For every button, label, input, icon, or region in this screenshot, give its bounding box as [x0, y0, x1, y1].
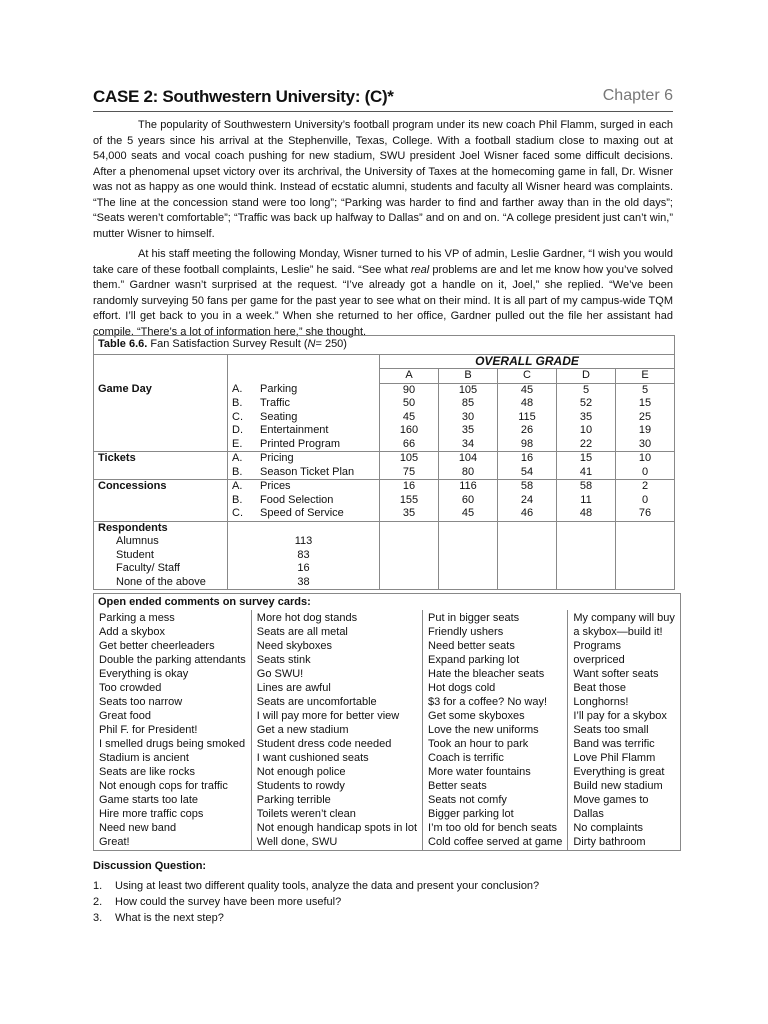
- survey-row: [94, 383, 675, 397]
- blank-cell: [557, 535, 616, 549]
- comment-column: [568, 610, 680, 851]
- row-letter: A.: [228, 480, 257, 494]
- comment-item: Too crowded: [99, 682, 162, 694]
- discussion-question: [93, 894, 673, 910]
- comment-item: Great!: [99, 836, 130, 848]
- discussion-section: [93, 860, 673, 926]
- comment-item: I want cushioned seats: [256, 752, 369, 764]
- comment-item: Need better seats: [428, 640, 515, 652]
- row-item: Traffic: [260, 397, 290, 409]
- comment-item: Move games to: [573, 794, 649, 806]
- grade-column-header: B: [439, 369, 498, 384]
- row-item: Parking: [260, 383, 298, 395]
- blank-cell: [380, 576, 439, 590]
- question-text: What is the next step?: [115, 912, 224, 924]
- comment-item: Bigger parking lot: [428, 808, 514, 820]
- grade-count: 105: [380, 452, 439, 466]
- comment-item: Seats not comfy: [428, 794, 507, 806]
- respondent-count: 38: [228, 576, 380, 590]
- grade-count: 19: [616, 424, 675, 438]
- case-title: CASE 2: Southwestern University: (C)*: [93, 87, 394, 106]
- comment-item: overpriced: [573, 654, 625, 666]
- comment-item: Expand parking lot: [428, 654, 520, 666]
- respondent-label: Faculty/ Staff: [116, 562, 180, 574]
- survey-row: [94, 480, 675, 494]
- row-letter: B.: [228, 397, 257, 411]
- respondent-row: [94, 576, 675, 590]
- comment-item: Stadium is ancient: [99, 752, 189, 764]
- respondent-row: [94, 535, 675, 549]
- blank-cell: [94, 354, 228, 369]
- grade-count: 15: [557, 452, 616, 466]
- blank-cell: [498, 521, 557, 535]
- page-header: [93, 85, 673, 112]
- section-label: Concessions: [94, 480, 228, 494]
- grade-count: 105: [439, 383, 498, 397]
- grade-count: 58: [498, 480, 557, 494]
- grade-count: 66: [380, 438, 439, 452]
- comment-item: Everything is okay: [99, 668, 189, 680]
- grade-count: 46: [498, 507, 557, 521]
- comment-item: Go SWU!: [256, 668, 304, 680]
- comment-item: $3 for a coffee? No way!: [428, 696, 548, 708]
- blank-cell: [94, 507, 228, 521]
- comment-item: Dirty bathroom: [573, 836, 646, 848]
- discussion-title: Discussion Question:: [93, 860, 207, 872]
- blank-cell: [439, 562, 498, 576]
- grade-column-header: A: [380, 369, 439, 384]
- grade-count: 26: [498, 424, 557, 438]
- comment-item: Parking terrible: [256, 794, 331, 806]
- grade-count: 30: [616, 438, 675, 452]
- comment-item: Parking a mess: [99, 612, 175, 624]
- table-caption-row: [94, 336, 675, 355]
- row-letter: B.: [228, 466, 257, 480]
- comment-item: Band was terrific: [573, 738, 655, 750]
- blank-cell: [498, 535, 557, 549]
- grade-count: 104: [439, 452, 498, 466]
- comment-column: [94, 610, 252, 851]
- row-item: Pricing: [256, 452, 380, 466]
- grade-count: 60: [439, 494, 498, 508]
- blank-cell: [498, 549, 557, 563]
- comment-item: Game starts too late: [99, 794, 199, 806]
- comment-item: Add a skybox: [99, 626, 166, 638]
- comment-item: Lines are awful: [256, 682, 331, 694]
- comment-item: Get a new stadium: [256, 724, 349, 736]
- section-label: Game Day: [98, 383, 152, 395]
- comment-column: [251, 610, 422, 851]
- blank-cell: [94, 411, 228, 425]
- comment-item: Seats are all metal: [256, 626, 348, 638]
- blank-cell: [498, 576, 557, 590]
- table-caption-n: N: [307, 338, 316, 350]
- blank-cell: [616, 576, 675, 590]
- grade-count: 45: [498, 383, 557, 397]
- blank-cell: [94, 438, 228, 452]
- row-item: Printed Program: [260, 437, 341, 450]
- intro-paragraph-1-text: The popularity of Southwestern University’s football program under its new coach Phil Flamm, surged in each of the 5 years since his arrival at the Stephenville, Texas, College. With a football stadium close to maxing out at 54,000 seats and vocal coach pushing for new stadium, SWU president Joel Wisner faced some difficult decisions. After a phenomenal upset victory over its archrival, the University of Taxes at the homecoming game in fall, Dr. Wisner was not as happy as one would think. Instead of ecstatic alumni, students and faculty all Wisner heard was complaints. “The line at the concession stand were too long”; “Parking was harder to find and farther away than in the old days”; “Seats weren’t comfortable”; “Traffic was back up halfway to Dallas” and on and on. “A college president just can’t win,” mutter Wisner to himself.: [93, 119, 673, 240]
- comments-title: Open ended comments on survey cards:: [94, 594, 681, 611]
- survey-row: [94, 397, 675, 411]
- grade-count: 22: [557, 438, 616, 452]
- grade-count: 115: [498, 411, 557, 425]
- respondent-count: 83: [228, 549, 380, 563]
- respondent-count: 113: [228, 535, 380, 549]
- row-item: Entertainment: [260, 424, 329, 436]
- survey-results-table: [93, 335, 675, 590]
- respondent-label: Student: [116, 548, 154, 561]
- comment-item: I will pay more for better view: [256, 710, 400, 722]
- blank-cell: [616, 562, 675, 576]
- grade-column-header: C: [498, 369, 557, 384]
- grade-count: 116: [439, 480, 498, 494]
- blank-cell: [616, 549, 675, 563]
- comment-item: Student dress code needed: [256, 738, 392, 750]
- comment-item: Need new band: [99, 822, 177, 834]
- comment-item: Seats are like rocks: [99, 766, 195, 778]
- comment-item: Students to rowdy: [256, 780, 345, 792]
- grade-count: 16: [498, 452, 557, 466]
- comment-item: Hate the bleacher seats: [428, 668, 545, 680]
- comment-item: No complaints: [573, 822, 644, 834]
- blank-cell: [380, 521, 439, 535]
- comment-item: Not enough handicap spots in lot: [256, 822, 418, 834]
- grade-count: 48: [498, 397, 557, 411]
- row-letter: C.: [228, 507, 257, 521]
- table-caption-label: Table 6.6.: [98, 338, 148, 350]
- grade-count: 76: [616, 507, 675, 521]
- row-letter: C.: [228, 411, 257, 425]
- comment-item: Programs: [573, 640, 622, 652]
- blank-cell: [557, 549, 616, 563]
- comment-item: Great food: [99, 710, 151, 722]
- grade-count: 85: [439, 397, 498, 411]
- grade-count: 30: [439, 411, 498, 425]
- question-number: 2.: [93, 896, 103, 908]
- blank-cell: [616, 521, 675, 535]
- grade-count: 45: [439, 507, 498, 521]
- grade-count: 5: [557, 383, 616, 397]
- row-item: Food Selection: [260, 493, 334, 506]
- intro-paragraph-1: [93, 118, 673, 242]
- grade-count: 155: [380, 494, 439, 508]
- comment-item: Longhorns!: [573, 696, 629, 708]
- comment-item: Beat those: [573, 682, 626, 694]
- comment-item: Double the parking attendants: [99, 654, 246, 666]
- respondent-label: None of the above: [116, 575, 206, 588]
- respondent-row: [94, 549, 675, 563]
- comment-item: Took an hour to park: [428, 738, 529, 750]
- row-letter: A.: [228, 383, 257, 397]
- comment-item: Seats too small: [573, 724, 649, 736]
- grade-count: 48: [557, 507, 616, 521]
- row-item: Seating: [260, 410, 298, 423]
- open-comments-table: [93, 593, 681, 851]
- intro-paragraph-2-text-b: problems are and let me know how you’ve solved them.” Gardner wasn’t surprised at the request. “I’ve already got a handle on it, Joel,” she replied. “We’ve been randomly surveying 50 fans per game for the past year to see what on their mind. It is all part of my campus-wide TQM effort. I’ll get back to you in a week.” When she returned to her office, Gardner pulled out the file her assistant had compile. “There’s a lot of information here,” she thought.: [93, 263, 673, 338]
- comment-item: Toilets weren’t clean: [256, 808, 356, 820]
- intro-paragraph-2: [93, 247, 673, 340]
- blank-cell: [228, 521, 380, 535]
- comment-item: Get better cheerleaders: [99, 640, 215, 652]
- respondent-row: [94, 562, 675, 576]
- question-number: 3.: [93, 912, 103, 924]
- comment-item: Hire more traffic cops: [99, 808, 204, 820]
- comment-item: Put in bigger seats: [428, 612, 520, 624]
- survey-row: [94, 507, 675, 521]
- grade-column-header: D: [557, 369, 616, 384]
- grade-count: 2: [616, 480, 675, 494]
- grade-count: 98: [498, 438, 557, 452]
- comment-item: Build new stadium: [573, 780, 663, 792]
- table-caption-text: Fan Satisfaction Survey Result (: [147, 338, 308, 350]
- grade-count: 54: [498, 466, 557, 480]
- row-item: Speed of Service: [260, 507, 344, 519]
- comment-item: I’ll pay for a skybox: [573, 710, 667, 722]
- grade-count: 11: [557, 494, 616, 508]
- grade-count: 75: [380, 466, 439, 480]
- comment-item: Not enough cops for traffic: [99, 780, 228, 792]
- row-item: Prices: [256, 480, 380, 494]
- grade-count: 41: [557, 466, 616, 480]
- comment-item: Seats too narrow: [99, 696, 183, 708]
- blank-cell: [439, 549, 498, 563]
- comment-item: Hot dogs cold: [428, 682, 496, 694]
- blank-cell: [557, 576, 616, 590]
- survey-row: [94, 438, 675, 452]
- comment-item: Better seats: [428, 780, 487, 792]
- question-number: 1.: [93, 880, 103, 892]
- grade-count: 0: [616, 466, 675, 480]
- blank-cell: [439, 535, 498, 549]
- row-letter: A.: [228, 452, 257, 466]
- row-letter: E.: [228, 438, 257, 452]
- blank-cell: [380, 549, 439, 563]
- survey-row: [94, 424, 675, 438]
- comment-item: Dallas: [573, 808, 604, 820]
- blank-cell: [94, 397, 228, 411]
- blank-cell: [498, 562, 557, 576]
- blank-cell: [94, 494, 228, 508]
- blank-cell: [616, 535, 675, 549]
- question-text: How could the survey have been more useful?: [115, 896, 342, 908]
- blank-cell: [94, 424, 228, 438]
- blank-cell: [94, 466, 228, 480]
- grade-count: 34: [439, 438, 498, 452]
- row-letter: B.: [228, 494, 257, 508]
- comment-item: Everything is great: [573, 766, 665, 778]
- row-letter: D.: [228, 424, 257, 438]
- comment-item: Cold coffee served at game: [428, 836, 563, 848]
- grade-count: 25: [616, 411, 675, 425]
- table-caption-text-end: = 250): [315, 338, 347, 350]
- comment-item: Seats are uncomfortable: [256, 696, 377, 708]
- grade-count: 45: [380, 411, 439, 425]
- comment-item: Get some skyboxes: [428, 710, 525, 722]
- survey-row: [94, 494, 675, 508]
- section-label: Tickets: [94, 452, 228, 466]
- grade-count: 15: [616, 397, 675, 411]
- respondent-label: Alumnus: [116, 535, 159, 547]
- discussion-question: [93, 878, 673, 894]
- grade-count: 0: [616, 494, 675, 508]
- question-text: Using at least two different quality tools, analyze the data and present your conclusion?: [115, 880, 540, 892]
- grade-count: 52: [557, 397, 616, 411]
- comment-item: a skybox—build it!: [573, 626, 663, 638]
- blank-cell: [439, 576, 498, 590]
- case-intro: [93, 118, 673, 345]
- comment-item: Friendly ushers: [428, 626, 504, 638]
- blank-cell: [228, 354, 380, 369]
- comment-item: I’m too old for bench seats: [428, 822, 558, 834]
- table-caption: [94, 336, 675, 355]
- comment-item: I smelled drugs being smoked: [99, 738, 246, 750]
- survey-row: [94, 466, 675, 480]
- overall-grade-label: OVERALL GRADE: [380, 354, 675, 369]
- blank-cell: [228, 369, 380, 384]
- grade-count: 10: [557, 424, 616, 438]
- grade-letters-row: [94, 369, 675, 384]
- grade-column-header: E: [616, 369, 675, 384]
- grade-count: 24: [498, 494, 557, 508]
- comment-item: Phil F. for President!: [99, 724, 198, 736]
- comment-item: Well done, SWU: [256, 836, 338, 848]
- comment-column: [423, 610, 568, 851]
- intro-paragraph-2-text-a: At his staff meeting the following Monday, Wisner turned to his VP of admin, Leslie Gardner, “I wish you would take care of these football complaints, Leslie” he said. “See what: [93, 248, 673, 276]
- comment-item: Seats stink: [256, 654, 311, 666]
- blank-cell: [94, 369, 228, 384]
- grade-count: 5: [616, 383, 675, 397]
- respondents-header-row: [94, 521, 675, 535]
- grade-count: 16: [380, 480, 439, 494]
- grade-count: 35: [439, 424, 498, 438]
- grade-count: 90: [380, 383, 439, 397]
- comment-item: Love the new uniforms: [428, 724, 539, 736]
- comment-item: Love Phil Flamm: [573, 752, 656, 764]
- blank-cell: [380, 562, 439, 576]
- survey-row: [94, 411, 675, 425]
- grade-count: 58: [557, 480, 616, 494]
- respondent-count: 16: [228, 562, 380, 576]
- discussion-question: [93, 910, 673, 926]
- blank-cell: [557, 521, 616, 535]
- respondents-title: Respondents: [94, 521, 228, 535]
- grade-count: 80: [439, 466, 498, 480]
- grade-header-row: [94, 354, 675, 369]
- comment-item: More water fountains: [428, 766, 531, 778]
- discussion-question-list: [93, 878, 673, 926]
- comment-item: Not enough police: [256, 766, 346, 778]
- intro-paragraph-2-emphasis: real: [410, 263, 430, 276]
- grade-count: 35: [557, 411, 616, 425]
- blank-cell: [380, 535, 439, 549]
- blank-cell: [557, 562, 616, 576]
- comment-item: My company will buy: [573, 612, 675, 624]
- comment-item: Need skyboxes: [256, 640, 332, 652]
- comment-item: Want softer seats: [573, 668, 659, 680]
- grade-count: 160: [380, 424, 439, 438]
- grade-count: 10: [616, 452, 675, 466]
- comment-item: Coach is terrific: [428, 752, 504, 764]
- chapter-label: Chapter 6: [602, 87, 673, 104]
- survey-row: [94, 452, 675, 466]
- comment-item: More hot dog stands: [256, 612, 358, 624]
- blank-cell: [439, 521, 498, 535]
- row-item: Season Ticket Plan: [260, 465, 355, 478]
- grade-count: 50: [380, 397, 439, 411]
- grade-count: 35: [380, 507, 439, 521]
